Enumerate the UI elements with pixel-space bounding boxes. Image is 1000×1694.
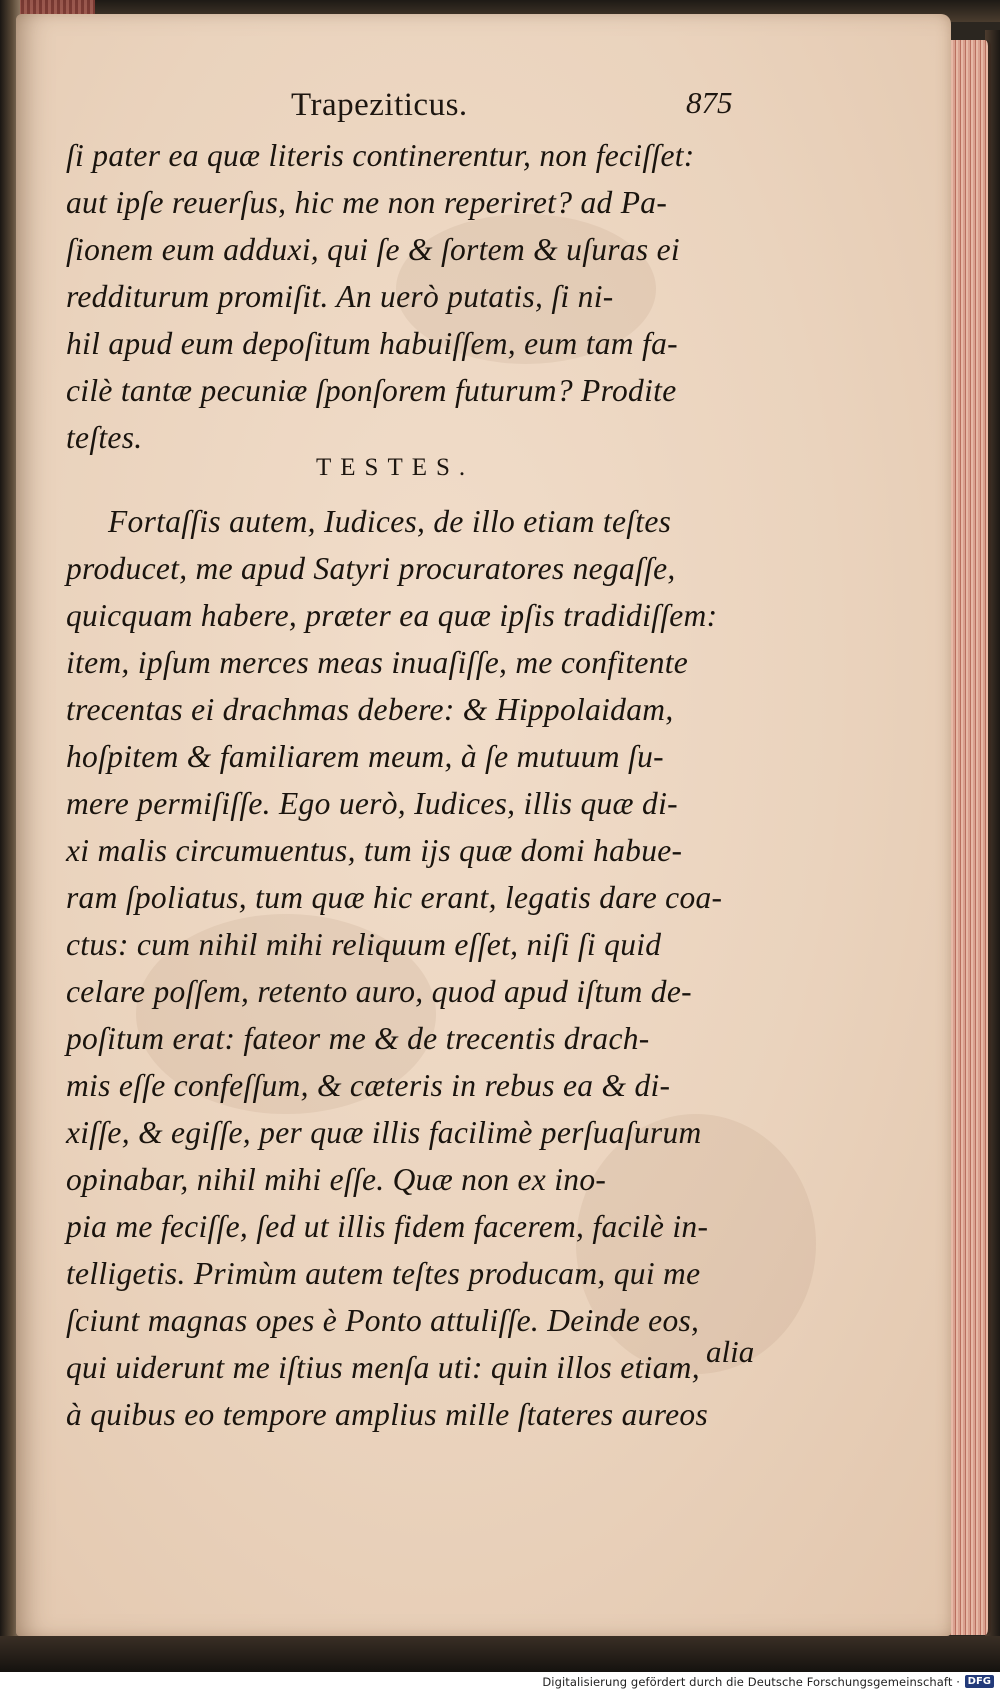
book-page <box>16 14 951 1636</box>
text-line: item, ipſum merces meas inuaſiſſe, me confitente <box>66 645 689 680</box>
text-line: celare poſſem, retento auro, quod apud iſtum de- <box>66 974 692 1009</box>
text-line: poſitum erat: fateor me & de trecentis drach- <box>66 1021 650 1056</box>
text-line: quicquam habere, præter ea quæ ipſis tradidiſſem: <box>66 598 718 633</box>
page-edges <box>948 40 991 1635</box>
text-line: ſi pater ea quæ literis continerentur, non feciſſet: <box>66 138 695 173</box>
digitization-credit: Digitalisierung gefördert durch die Deutsche Forschungsgemeinschaft · <box>542 1675 960 1689</box>
text-line: cilè tantæ pecuniæ ſponſorem futurum? Prodite <box>66 373 677 408</box>
text-block-top <box>66 132 766 461</box>
text-line: ram ſpoliatus, tum quæ hic erant, legatis dare coa- <box>66 880 723 915</box>
running-title: Trapeziticus. <box>291 87 468 123</box>
text-line: ſionem eum adduxi, qui ſe & ſortem & uſuras ei <box>66 232 680 267</box>
text-line: aut ipſe reuerſus, hic me non reperiret? ad Pa- <box>66 185 668 220</box>
text-line: producet, me apud Satyri procuratores negaſſe, <box>66 551 676 586</box>
text-line: pia me feciſſe, ſed ut illis fidem facerem, facilè in- <box>66 1209 709 1244</box>
text-line: trecentas ei drachmas debere: & Hippolaidam, <box>66 692 674 727</box>
scan-bottom-edge <box>0 1636 1000 1672</box>
text-line: opinabar, nihil mihi eſſe. Quæ non ex ino- <box>66 1162 607 1197</box>
text-line: à quibus eo tempore amplius mille ſtateres aureos <box>66 1397 709 1432</box>
text-line: ctus: cum nihil mihi reliquum eſſet, niſi ſi quid <box>66 927 662 962</box>
text-line: telligetis. Primùm autem teſtes producam, qui me <box>66 1256 701 1291</box>
text-line: ſciunt magnas opes è Ponto attuliſſe. Deinde eos, <box>66 1303 700 1338</box>
text-line: hoſpitem & familiarem meum, à ſe mutuum ſu- <box>66 739 664 774</box>
text-line: teſtes. <box>66 420 143 455</box>
text-line: redditurum promiſit. An uerò putatis, ſi ni- <box>66 279 614 314</box>
text-line: xiſſe, & egiſſe, per quæ illis facilimè perſuaſurum <box>66 1115 702 1150</box>
text-block-bottom <box>66 498 766 1438</box>
catchword: alia <box>706 1334 755 1369</box>
dfg-logo: DFG <box>965 1675 994 1688</box>
text-line: hil apud eum depoſitum habuiſſem, eum tam fa- <box>66 326 678 361</box>
text-line: xi malis circumuentus, tum ijs quæ domi habue- <box>66 833 683 868</box>
text-line: Fortaſſis autem, Iudices, de illo etiam teſtes <box>108 504 672 539</box>
text-line: qui uiderunt me iſtius menſa uti: quin illos etiam, <box>66 1350 700 1385</box>
section-heading: TESTES. <box>316 454 475 481</box>
page-header <box>291 87 791 135</box>
text-line: mis eſſe confeſſum, & cæteris in rebus ea & di- <box>66 1068 671 1103</box>
page-number: 875 <box>686 85 733 120</box>
text-line: mere permiſiſſe. Ego uerò, Iudices, illis quæ di- <box>66 786 678 821</box>
